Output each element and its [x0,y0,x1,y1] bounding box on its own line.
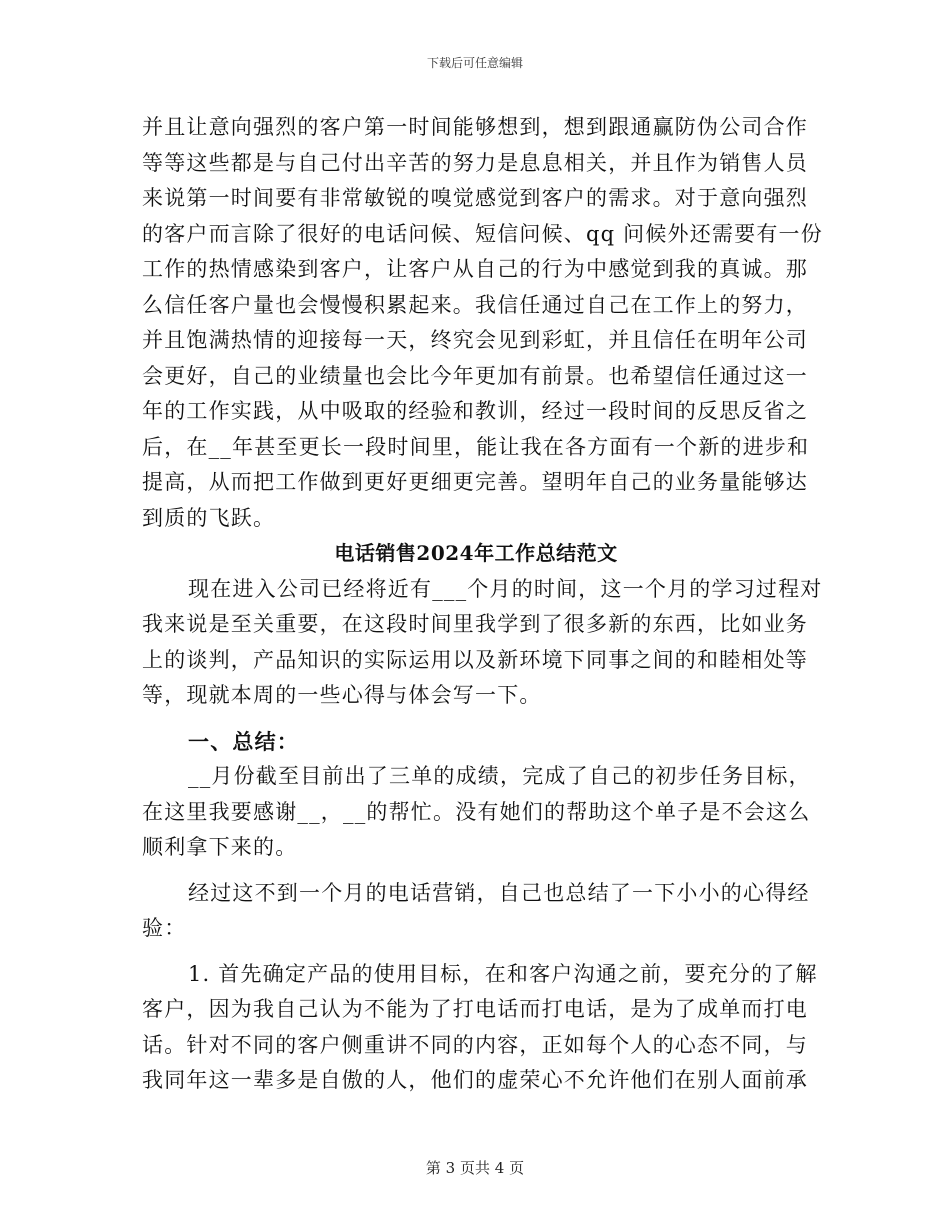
text-line: 等等这些都是与自己付出辛苦的努力是息息相关，并且作为销售人员 [142,150,808,175]
page-header-note: 下载后可任意编辑 [426,56,523,70]
point-one-paragraph [142,957,818,1099]
text-line: 话。针对不同的客户侧重讲不同的内容，正如每个人的心态不同，与 [142,1032,808,1057]
text-line: 顺利拿下来的。 [142,835,298,859]
text-line: 后，在__年甚至更长一段时间里，能让我在各方面有一个新的进步和 [142,434,810,459]
intro-paragraph [142,572,823,714]
text-line: 年的工作实践，从中吸取的经验和教训，经过一段时间的反思反省之 [142,399,808,423]
text-line: 1. 首先确定产品的使用目标，在和客户沟通之前，要充分的了解 [188,961,818,986]
paragraph-continued [142,110,823,536]
text-line: 验： [142,916,187,940]
text-line: 提高，从而把工作做到更好更细更完善。望明年自己的业务量能够达 [142,470,808,494]
section-title: 电话销售2024年工作总结范文 [334,541,618,565]
text-line: 到质的飞跃。 [142,505,276,530]
text-line: 的客户而言除了很好的电话问候、短信问候、qq 问候外还需要有一份 [142,221,823,246]
text-line: 现在进入公司已经将近有___个月的时间，这一个月的学习过程对 [188,576,823,601]
text-line: 在这里我要感谢__，__的帮忙。没有她们的帮助这个单子是不会这么 [142,799,811,824]
document-body [142,110,823,1099]
text-line: 经过这不到一个月的电话营销，自己也总结了一下小小的心得经 [188,880,810,905]
text-line: 并且饱满热情的迎接每一天，终究会见到彩虹，并且信任在明年公司 [142,328,808,352]
text-line: __月份截至目前出了三单的成绩，完成了自己的初步任务目标， [188,764,811,788]
text-line: 等，现就本周的一些心得与体会写一下。 [142,683,542,707]
experience-paragraph [142,876,810,947]
page-number-footer: 第 3 页共 4 页 [425,1159,525,1177]
text-line: 会更好，自己的业绩量也会比今年更加有前景。也希望信任通过这一 [142,363,808,388]
text-line: 么信任客户量也会慢慢积累起来。我信任通过自己在工作上的努力， [142,292,808,317]
text-line: 上的谈判，产品知识的实际运用以及新环境下同事之间的和睦相处等 [142,647,808,672]
heading-summary: 一、总结： [188,728,299,754]
text-line: 来说第一时间要有非常敏锐的嗅觉感觉到客户的需求。对于意向强烈 [142,186,808,210]
text-line: 我来说是至关重要，在这段时间里我学到了很多新的东西，比如业务 [142,612,808,636]
summary-paragraph [142,759,810,866]
text-line: 我同年这一辈多是自傲的人，他们的虚荣心不允许他们在别人面前承 [142,1068,808,1092]
text-line: 并且让意向强烈的客户第一时间能够想到，想到跟通赢防伪公司合作 [142,115,808,139]
text-line: 客户，因为我自己认为不能为了打电话而打电话，是为了成单而打电 [142,997,808,1021]
text-line: 工作的热情感染到客户，让客户从自己的行为中感觉到我的真诚。那 [142,257,808,281]
